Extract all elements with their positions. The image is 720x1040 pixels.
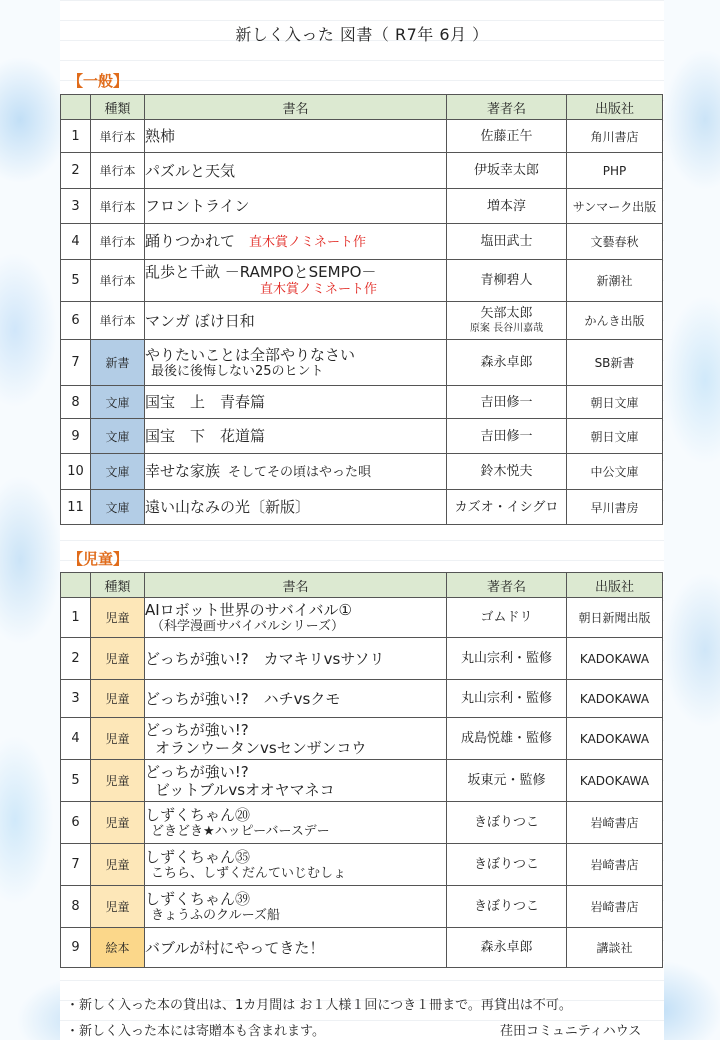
- page-title: 新しく入った 図書（ R7年 6月 ）: [235, 25, 489, 44]
- book-subtitle: 最後に後悔しない25のヒント: [151, 363, 324, 379]
- book-title: 遠い山なみの光〔新版〕: [145, 498, 311, 516]
- row-number: 1: [61, 120, 91, 153]
- book-title-cell: [145, 598, 447, 638]
- header-author: 著者名: [447, 573, 567, 598]
- table-row: [61, 802, 663, 844]
- publisher: サンマーク出版: [567, 189, 663, 224]
- row-number: 9: [61, 419, 91, 454]
- section-label-general: 【一般】: [68, 72, 129, 90]
- author-cell: [447, 260, 567, 302]
- book-title-cell: [145, 680, 447, 718]
- publisher: KADOKAWA: [567, 718, 663, 760]
- header-number: [61, 573, 91, 598]
- book-title-cell: [145, 718, 447, 760]
- book-title-cell: [145, 454, 447, 490]
- book-title: 乱歩と千畝 －RAMPOとSEMPO－: [145, 262, 377, 281]
- book-type: 単行本: [91, 224, 145, 260]
- book-title-cell: [145, 302, 447, 340]
- table-row: [61, 760, 663, 802]
- row-number: 6: [61, 302, 91, 340]
- book-title: どっちが強い!? カマキリvsサソリ: [145, 649, 385, 668]
- book-title-cell: [145, 760, 447, 802]
- author-name: ゴムドリ: [480, 610, 533, 625]
- author-name: 森永卓郎: [480, 355, 533, 370]
- book-type: 児童: [91, 802, 145, 844]
- row-number: 8: [61, 886, 91, 928]
- general-books-table: [60, 94, 663, 525]
- author-cell: [447, 802, 567, 844]
- author-cell: [447, 928, 567, 968]
- book-subtitle: オランウータンvsセンザンコウ: [155, 738, 367, 757]
- publisher: 新潮社: [567, 260, 663, 302]
- book-title-cell: [145, 490, 447, 525]
- nomination-note: 直木賞ノミネート作: [249, 234, 367, 250]
- book-title-cell: [145, 340, 447, 386]
- row-number: 5: [61, 760, 91, 802]
- table-row: [61, 680, 663, 718]
- publisher: 文藝春秋: [567, 224, 663, 260]
- author-name: カズオ・イシグロ: [454, 499, 559, 515]
- row-number: 6: [61, 802, 91, 844]
- row-number: 1: [61, 598, 91, 638]
- publisher: KADOKAWA: [567, 638, 663, 680]
- table-row: [61, 340, 663, 386]
- header-publisher: 出版社: [567, 573, 663, 598]
- author-credit: 原案 長谷川嘉哉: [469, 322, 544, 334]
- table-row: [61, 419, 663, 454]
- row-number: 4: [61, 224, 91, 260]
- table-row: [61, 302, 663, 340]
- book-title: AIロボット世界のサバイバル①: [145, 600, 352, 619]
- table-row: [61, 260, 663, 302]
- row-number: 11: [61, 490, 91, 525]
- book-type: 児童: [91, 886, 145, 928]
- book-title-cell: [145, 419, 447, 454]
- book-title: 国宝 上 青春篇: [145, 393, 266, 411]
- publisher: 朝日新聞出版: [567, 598, 663, 638]
- author-cell: [447, 490, 567, 525]
- table-row: [61, 598, 663, 638]
- author-name: 丸山宗利・監修: [460, 691, 552, 706]
- book-type: 単行本: [91, 189, 145, 224]
- publisher: 早川書房: [567, 490, 663, 525]
- book-type: 文庫: [91, 419, 145, 454]
- author-name: きぼりつこ: [473, 857, 539, 872]
- author-name: 増本淳: [486, 198, 526, 214]
- book-subtitle-inline: そしてその頃はやった唄: [228, 464, 372, 480]
- header-publisher: 出版社: [567, 95, 663, 120]
- author-cell: [447, 224, 567, 260]
- publisher: かんき出版: [567, 302, 663, 340]
- book-title: フロントライン: [145, 197, 250, 215]
- book-title: どっちが強い!?: [145, 762, 249, 781]
- book-type: 単行本: [91, 302, 145, 340]
- book-title-cell: [145, 120, 447, 153]
- book-title-cell: [145, 638, 447, 680]
- book-type: 文庫: [91, 490, 145, 525]
- publisher: 中公文庫: [567, 454, 663, 490]
- row-number: 9: [61, 928, 91, 968]
- footer-note-donations: ・新しく入った本には寄贈本も含まれます。: [66, 1024, 325, 1039]
- book-type: 単行本: [91, 153, 145, 189]
- publisher: KADOKAWA: [567, 760, 663, 802]
- author-cell: [447, 120, 567, 153]
- book-title-cell: [145, 802, 447, 844]
- author-cell: [447, 386, 567, 419]
- row-number: 3: [61, 680, 91, 718]
- table-row: [61, 844, 663, 886]
- header-title: 書名: [145, 573, 447, 598]
- row-number: 3: [61, 189, 91, 224]
- book-title: しずくちゃん㉟: [145, 847, 251, 866]
- publisher: KADOKAWA: [567, 680, 663, 718]
- table-row: [61, 490, 663, 525]
- book-title-cell: [145, 386, 447, 419]
- row-number: 2: [61, 153, 91, 189]
- book-type: 児童: [91, 718, 145, 760]
- author-cell: [447, 680, 567, 718]
- book-type: 児童: [91, 844, 145, 886]
- book-subtitle: こちら、しずくだんていじむしょ: [151, 865, 347, 881]
- book-subtitle: どきどき★ハッピーバースデー: [151, 823, 330, 839]
- header-type: 種類: [91, 95, 145, 120]
- book-type: 単行本: [91, 260, 145, 302]
- book-title: どっちが強い!? ハチvsクモ: [145, 689, 341, 708]
- author-cell: [447, 153, 567, 189]
- author-cell: [447, 598, 567, 638]
- author-name: 森永卓郎: [480, 940, 533, 955]
- book-type: 単行本: [91, 120, 145, 153]
- book-type: 児童: [91, 680, 145, 718]
- book-title: しずくちゃん㊴: [145, 889, 251, 908]
- book-type: 文庫: [91, 454, 145, 490]
- author-cell: [447, 454, 567, 490]
- book-subtitle: きょうふのクルーズ船: [151, 907, 280, 923]
- table-row: [61, 189, 663, 224]
- book-type: 児童: [91, 598, 145, 638]
- book-title: マンガ ぼけ日和: [145, 311, 255, 330]
- book-subtitle: ビットブルvsオオヤマネコ: [155, 780, 335, 799]
- author-cell: [447, 302, 567, 340]
- book-title: どっちが強い!?: [145, 720, 249, 739]
- book-title-cell: [145, 224, 447, 260]
- author-cell: [447, 718, 567, 760]
- book-title-cell: [145, 928, 447, 968]
- book-title: やりたいことは全部やりなさい: [145, 345, 356, 364]
- book-title: バブルが村にやってきた！: [145, 938, 325, 957]
- nomination-note: 直木賞ノミネート作: [260, 281, 378, 297]
- section-label-children: 【児童】: [68, 550, 129, 568]
- author-cell: [447, 419, 567, 454]
- author-cell: [447, 189, 567, 224]
- publisher: 岩崎書店: [567, 886, 663, 928]
- table-row: [61, 928, 663, 968]
- book-type: 児童: [91, 760, 145, 802]
- publisher: 講談社: [567, 928, 663, 968]
- book-title: 熟柿: [145, 127, 176, 145]
- author-name: きぼりつこ: [473, 815, 539, 830]
- author-cell: [447, 844, 567, 886]
- table-row: [61, 153, 663, 189]
- organization-name: 荏田コミュニティハウス: [500, 1024, 642, 1039]
- book-type: 絵本: [91, 928, 145, 968]
- row-number: 2: [61, 638, 91, 680]
- row-number: 5: [61, 260, 91, 302]
- book-title-cell: [145, 153, 447, 189]
- book-title: 踊りつかれて: [145, 231, 236, 250]
- author-name: 吉田修一: [480, 394, 533, 410]
- table-row: [61, 224, 663, 260]
- book-type: 新書: [91, 340, 145, 386]
- publisher: 朝日文庫: [567, 386, 663, 419]
- author-name: 鈴木悦夫: [480, 464, 533, 479]
- book-title: パズルと天気: [145, 161, 236, 180]
- book-title-cell: [145, 844, 447, 886]
- author-name: 佐藤正午: [480, 128, 533, 144]
- author-cell: [447, 340, 567, 386]
- author-cell: [447, 886, 567, 928]
- publisher: 角川書店: [567, 120, 663, 153]
- author-name: 坂東元・監修: [467, 773, 546, 788]
- publisher: 岩崎書店: [567, 844, 663, 886]
- header-type: 種類: [91, 573, 145, 598]
- header-title: 書名: [145, 95, 447, 120]
- publisher: 朝日文庫: [567, 419, 663, 454]
- author-name: 伊坂幸太郎: [473, 163, 539, 178]
- author-name: 塩田武士: [480, 234, 533, 249]
- table-row: [61, 638, 663, 680]
- book-title-cell: [145, 886, 447, 928]
- book-subtitle: （科学漫画サバイバルシリーズ）: [151, 618, 344, 634]
- row-number: 7: [61, 844, 91, 886]
- book-type: 文庫: [91, 386, 145, 419]
- publisher: PHP: [567, 153, 663, 189]
- author-cell: [447, 760, 567, 802]
- author-name: 矢部太郎: [480, 305, 533, 321]
- author-name: 青柳碧人: [480, 273, 533, 288]
- header-author: 著者名: [447, 95, 567, 120]
- row-number: 8: [61, 386, 91, 419]
- publisher: SB新書: [567, 340, 663, 386]
- row-number: 10: [61, 454, 91, 490]
- book-title-cell: [145, 260, 447, 302]
- table-header-row: [61, 573, 663, 598]
- author-name: 成島悦雄・監修: [460, 731, 552, 746]
- author-name: 吉田修一: [480, 428, 533, 444]
- publisher: 岩崎書店: [567, 802, 663, 844]
- table-row: [61, 886, 663, 928]
- book-title: 幸せな家族: [145, 461, 221, 480]
- author-cell: [447, 638, 567, 680]
- table-row: [61, 120, 663, 153]
- book-type: 児童: [91, 638, 145, 680]
- author-name: 丸山宗利・監修: [460, 651, 552, 666]
- table-row: [61, 718, 663, 760]
- book-title: しずくちゃん⑳: [145, 805, 251, 824]
- footer-note-lending: ・新しく入った本の貸出は、1カ月間は お１人様１回につき１冊まで。再貸出は不可。: [66, 998, 572, 1013]
- table-header-row: [61, 95, 663, 120]
- book-title: 国宝 下 花道篇: [145, 427, 266, 445]
- header-number: [61, 95, 91, 120]
- book-title-cell: [145, 189, 447, 224]
- author-name: きぼりつこ: [473, 899, 539, 914]
- children-books-table: [60, 572, 663, 968]
- table-row: [61, 454, 663, 490]
- table-row: [61, 386, 663, 419]
- row-number: 7: [61, 340, 91, 386]
- row-number: 4: [61, 718, 91, 760]
